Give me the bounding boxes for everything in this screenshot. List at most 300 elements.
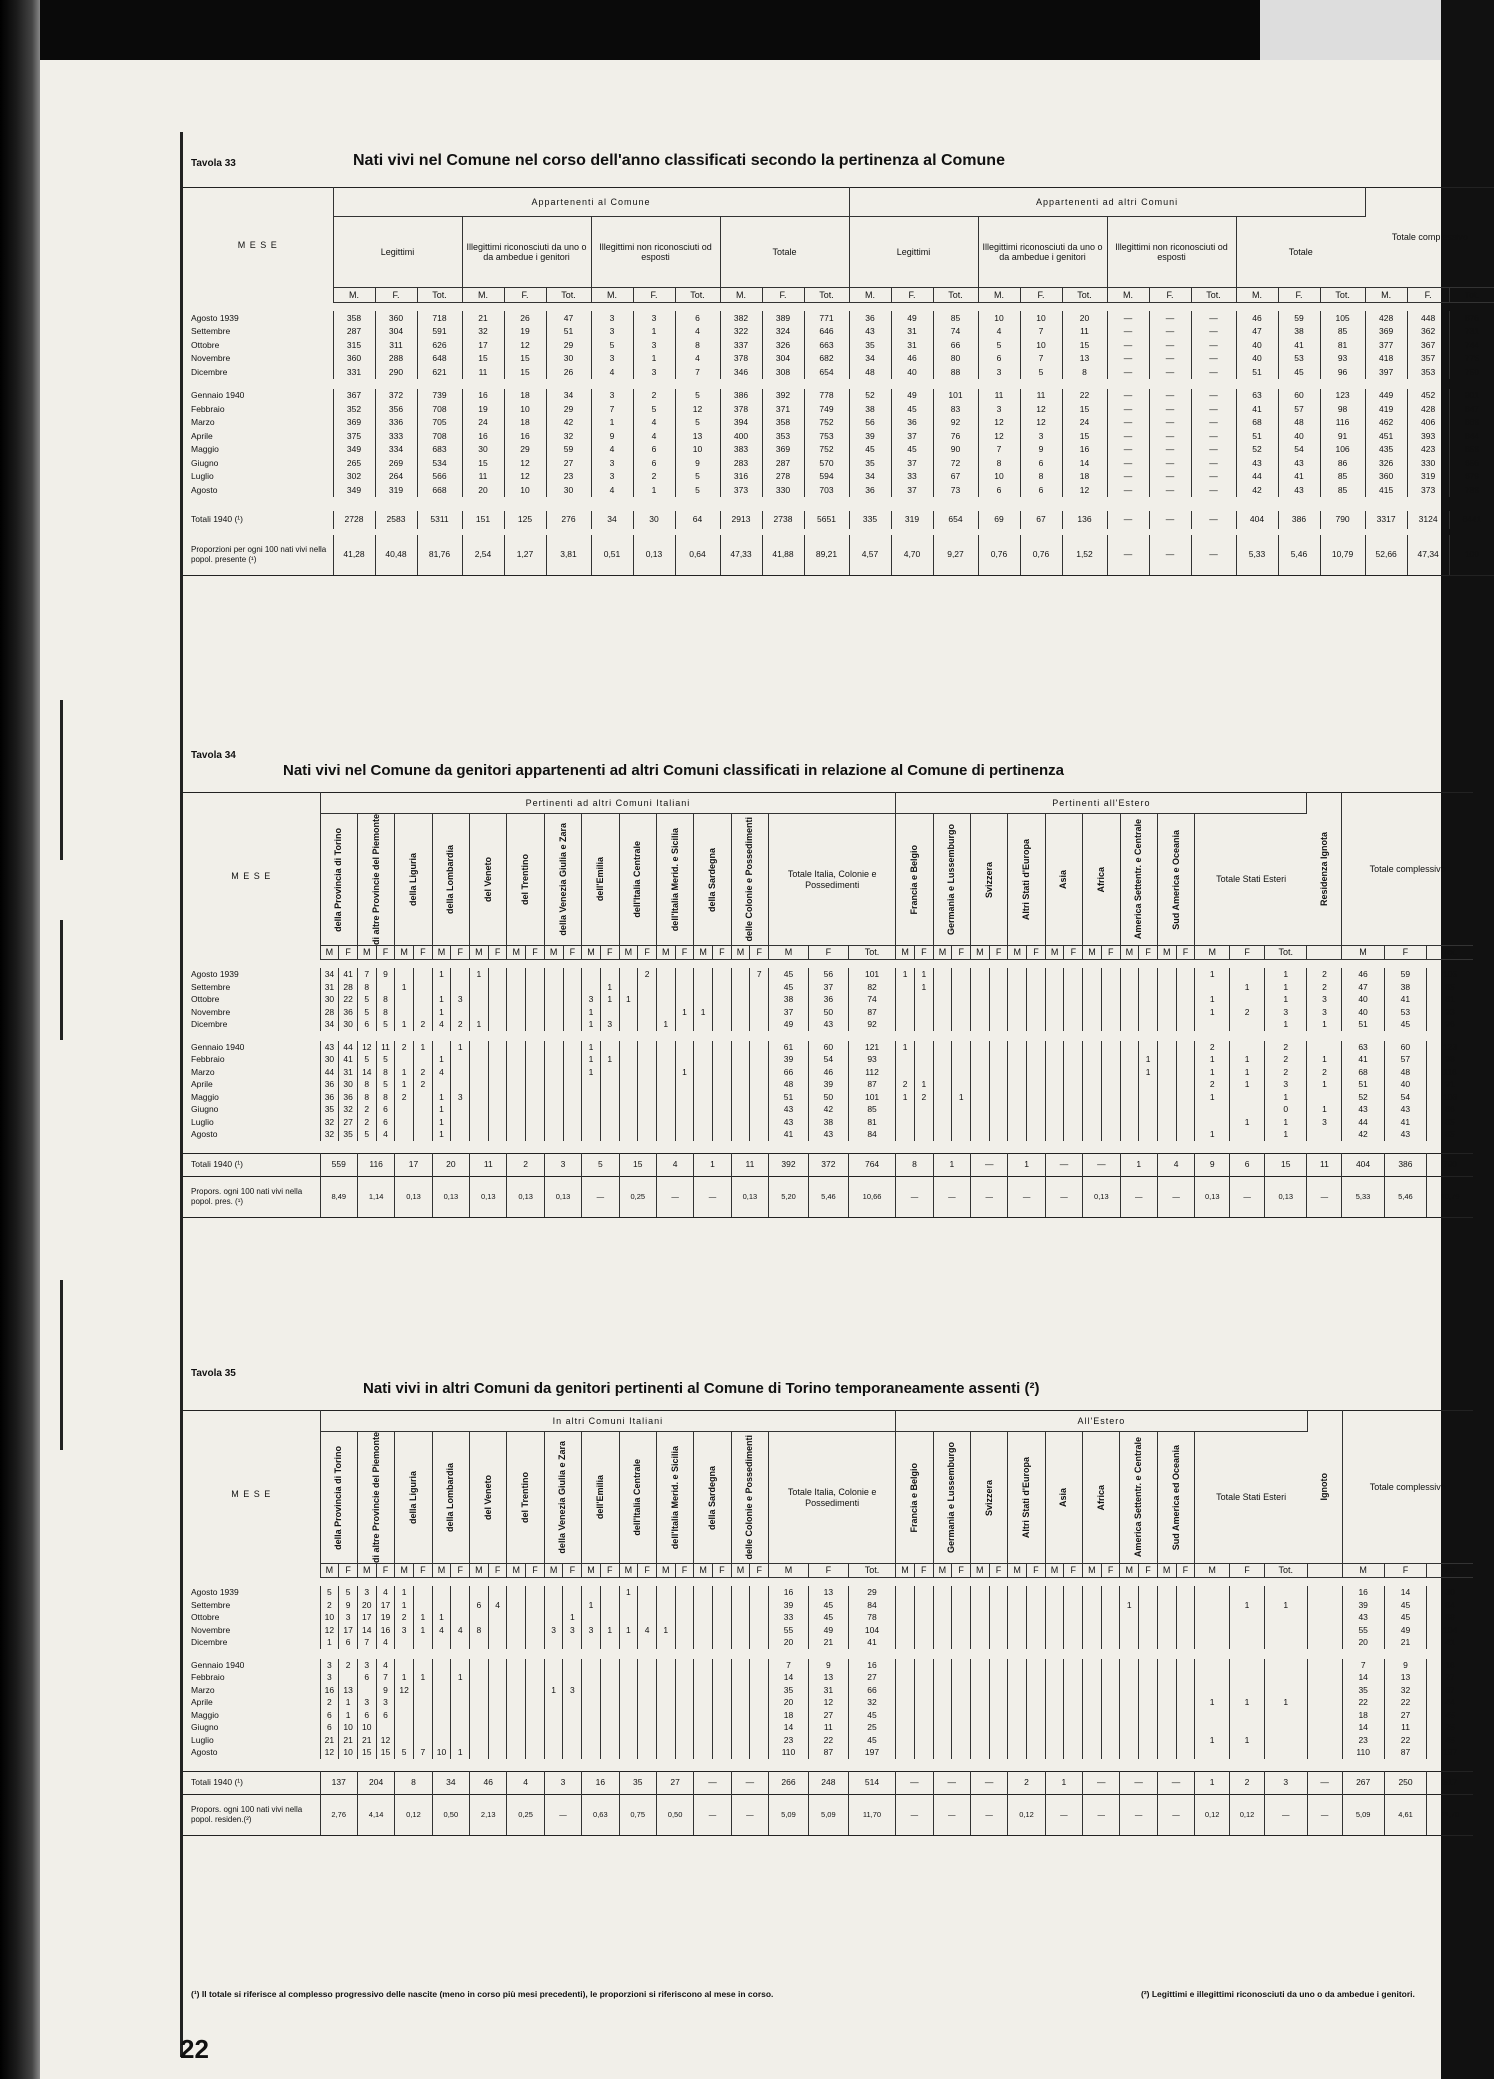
total-cell: 136 <box>1062 511 1107 529</box>
total-cell: 151 <box>462 511 504 529</box>
data-cell: 14 <box>1384 1586 1426 1599</box>
mft-header: M. <box>462 288 504 303</box>
table-row <box>183 981 1473 994</box>
data-cell: 12 <box>808 1696 848 1709</box>
mese-header: M E S E <box>183 793 320 960</box>
data-cell: 91 <box>1445 1079 1455 1090</box>
data-cell: 326 <box>762 338 804 352</box>
data-cell: 4 <box>432 1624 451 1637</box>
data-cell: 3 <box>582 1624 601 1637</box>
total-cell: 267 <box>1342 1771 1384 1794</box>
data-cell: 8 <box>376 993 395 1006</box>
data-cell <box>914 1624 933 1637</box>
data-cell: 392 <box>762 389 804 403</box>
region-column-header <box>507 1432 544 1564</box>
data-cell <box>451 1696 470 1709</box>
data-cell: 116 <box>1320 416 1365 430</box>
data-cell <box>896 1611 915 1624</box>
mft-header: M. <box>333 288 375 303</box>
data-cell <box>989 1006 1008 1019</box>
data-cell <box>750 1636 769 1649</box>
data-cell: 1 <box>914 981 933 994</box>
data-cell: — <box>1107 402 1149 416</box>
proportion-cell: — <box>1045 1176 1082 1217</box>
data-cell <box>1176 1624 1195 1637</box>
data-cell: 7 <box>591 402 633 416</box>
tot-header: Tot. <box>1265 946 1307 960</box>
data-cell: 8 <box>1020 470 1062 484</box>
data-cell <box>526 1066 545 1079</box>
country-column-header-text: Altri Stati d'Europa <box>1021 1456 1031 1539</box>
m-header: M <box>1120 1564 1139 1578</box>
data-cell: 1 <box>1195 1696 1230 1709</box>
data-cell <box>507 1066 526 1079</box>
data-cell: 32 <box>320 1128 339 1141</box>
data-cell <box>694 1709 713 1722</box>
data-cell <box>656 1128 675 1141</box>
data-cell: 40 <box>1384 1078 1426 1091</box>
data-cell: 85 <box>1320 483 1365 497</box>
data-cell <box>896 1746 915 1759</box>
proportion-cell: 89,21 <box>804 535 849 576</box>
table-row <box>183 993 1473 1006</box>
data-cell <box>914 1671 933 1684</box>
proportion-cell: 41,88 <box>762 535 804 576</box>
data-cell <box>914 1659 933 1672</box>
region-column-header <box>694 1432 731 1564</box>
data-cell <box>1064 1696 1083 1709</box>
data-cell <box>1264 1659 1307 1672</box>
data-cell <box>1008 1746 1027 1759</box>
data-cell: 52 <box>1236 443 1278 457</box>
data-cell <box>451 1709 470 1722</box>
m-header: M <box>731 946 750 960</box>
data-cell <box>600 1636 619 1649</box>
blank-header <box>1307 946 1342 960</box>
proportion-cell: 5,09 <box>808 1794 848 1835</box>
data-cell <box>933 981 952 994</box>
data-cell <box>731 968 750 981</box>
data-cell <box>1176 1684 1195 1697</box>
data-cell <box>582 968 601 981</box>
data-cell <box>731 1006 750 1019</box>
data-cell <box>638 1116 657 1129</box>
data-cell <box>619 1018 638 1031</box>
data-cell <box>1139 1684 1158 1697</box>
data-cell <box>600 1734 619 1747</box>
month-label: Luglio <box>183 1116 320 1129</box>
data-cell: 1 <box>470 1018 489 1031</box>
data-cell <box>712 1696 731 1709</box>
data-cell: 16 <box>769 1586 809 1599</box>
data-cell: 626 <box>417 338 462 352</box>
data-cell: 81 <box>1445 994 1455 1005</box>
data-cell <box>971 1053 990 1066</box>
data-cell <box>1008 968 1027 981</box>
data-cell <box>1083 1734 1102 1747</box>
data-cell <box>470 1671 489 1684</box>
data-cell: 30 <box>462 443 504 457</box>
data-cell: 93 <box>848 1053 895 1066</box>
data-cell <box>1064 1721 1083 1734</box>
data-cell: 9 <box>339 1599 358 1612</box>
f-header: F <box>526 946 545 960</box>
data-cell: 16 <box>376 1624 395 1637</box>
data-cell: 51 <box>1236 365 1278 379</box>
data-cell: 1 <box>1265 993 1307 1006</box>
m-header: M <box>656 946 675 960</box>
data-cell: 2 <box>1265 1053 1307 1066</box>
country-column-header <box>1045 814 1082 946</box>
data-cell: 22 <box>808 1734 848 1747</box>
data-cell: 45 <box>891 402 933 416</box>
data-cell: 1 <box>1230 1696 1265 1709</box>
data-cell: 6 <box>1020 456 1062 470</box>
data-cell: 101 <box>848 968 895 981</box>
data-cell: 30 <box>1445 1587 1455 1598</box>
data-cell <box>619 1611 638 1624</box>
data-cell: 74 <box>848 993 895 1006</box>
data-cell <box>1176 968 1195 981</box>
data-cell <box>544 1018 563 1031</box>
data-cell <box>914 1734 933 1747</box>
f-header: F <box>1027 1564 1046 1578</box>
data-cell: 5 <box>675 389 720 403</box>
data-cell <box>1157 981 1176 994</box>
data-cell: 373 <box>1407 483 1449 497</box>
table-row <box>183 1066 1473 1079</box>
blank-header <box>1307 1564 1342 1578</box>
data-cell <box>952 1709 971 1722</box>
data-cell: 3 <box>591 456 633 470</box>
data-cell: 3 <box>600 1018 619 1031</box>
proportion-cell: 0,13 <box>432 1176 469 1217</box>
proportion-cell: — <box>933 1176 970 1217</box>
spacer <box>183 1649 1473 1659</box>
m-header: M <box>1195 946 1230 960</box>
table-row <box>183 311 1494 325</box>
country-column-header-text: Francia e Belgio <box>908 1462 919 1533</box>
data-cell <box>1045 1709 1064 1722</box>
data-cell: 41 <box>1236 402 1278 416</box>
data-cell <box>1307 1636 1342 1649</box>
data-cell <box>619 1734 638 1747</box>
data-cell <box>1230 1684 1265 1697</box>
region-column-header-text: della Venezia Giulia e Zara <box>557 1441 568 1554</box>
data-cell: 1 <box>1265 1128 1307 1141</box>
data-cell <box>1120 1116 1139 1129</box>
f-header: F <box>1101 946 1120 960</box>
data-cell: 373 <box>720 483 762 497</box>
data-cell <box>731 1586 750 1599</box>
data-cell <box>750 1103 769 1116</box>
data-cell <box>1083 1684 1102 1697</box>
data-cell <box>989 1746 1008 1759</box>
data-cell <box>507 1746 526 1759</box>
data-cell: 428 <box>1365 311 1407 325</box>
data-cell <box>989 1091 1008 1104</box>
f-header: F <box>1064 1564 1083 1578</box>
data-cell <box>1230 993 1265 1006</box>
data-cell <box>1176 1746 1195 1759</box>
data-cell: 1 <box>432 993 451 1006</box>
f-header: F <box>675 946 694 960</box>
data-cell: 40 <box>1236 352 1278 366</box>
data-cell <box>1195 1671 1230 1684</box>
group-header-altri-comuni: Appartenenti ad altri Comuni <box>849 188 1365 217</box>
data-cell: 46 <box>1342 968 1384 981</box>
proportion-cell: 5,09 <box>769 1794 809 1835</box>
data-cell <box>488 1066 507 1079</box>
data-cell: — <box>1107 325 1149 339</box>
data-cell <box>1045 1018 1064 1031</box>
region-column-header <box>619 814 656 946</box>
data-cell: 35 <box>769 1684 809 1697</box>
data-cell <box>1176 1721 1195 1734</box>
data-cell: — <box>1107 470 1149 484</box>
data-cell: 43 <box>769 1103 809 1116</box>
data-cell <box>656 1636 675 1649</box>
month-label: Aprile <box>183 1696 320 1709</box>
data-cell <box>395 1659 414 1672</box>
data-cell: 49 <box>891 389 933 403</box>
data-cell <box>1027 1586 1046 1599</box>
data-cell: 744 <box>1464 339 1479 350</box>
mft-header: Tot. <box>417 288 462 303</box>
table-row <box>183 1746 1473 1759</box>
data-cell: — <box>1191 311 1236 325</box>
data-cell <box>896 1721 915 1734</box>
data-cell <box>563 1721 582 1734</box>
data-cell <box>952 1006 971 1019</box>
m-header: M <box>1157 946 1176 960</box>
month-label: Settembre <box>183 1599 320 1612</box>
data-cell <box>1230 1091 1265 1104</box>
data-cell: 1 <box>1265 981 1307 994</box>
data-cell: 26 <box>546 365 591 379</box>
m-header: M <box>1008 946 1027 960</box>
data-cell: 78 <box>848 1611 895 1624</box>
data-cell <box>488 968 507 981</box>
data-cell <box>694 1636 713 1649</box>
data-cell: 1 <box>1139 1066 1158 1079</box>
month-label: Ottobre <box>183 993 320 1006</box>
data-cell <box>526 993 545 1006</box>
total-cell: 46 <box>470 1771 507 1794</box>
data-cell <box>656 1659 675 1672</box>
data-cell <box>713 1091 732 1104</box>
data-cell <box>619 1599 638 1612</box>
data-cell: 1 <box>1230 1734 1265 1747</box>
data-cell <box>395 1103 414 1116</box>
data-cell <box>526 1103 545 1116</box>
data-cell <box>544 1671 563 1684</box>
mft-header: Tot. <box>1449 288 1494 303</box>
data-cell <box>1139 1586 1158 1599</box>
proportion-cell: — <box>896 1176 933 1217</box>
proportion-cell: — <box>971 1176 1008 1217</box>
data-cell: 753 <box>804 429 849 443</box>
data-cell <box>1157 1721 1176 1734</box>
total-cell: 125 <box>504 511 546 529</box>
data-cell <box>694 1103 713 1116</box>
data-cell <box>507 1636 526 1649</box>
data-cell: 2 <box>1265 1041 1307 1054</box>
data-cell <box>563 968 582 981</box>
total-cell: 16 <box>582 1771 619 1794</box>
total-cell: 764 <box>848 1153 895 1176</box>
data-cell <box>1139 1041 1158 1054</box>
data-cell <box>712 1734 731 1747</box>
data-cell <box>1230 1709 1265 1722</box>
data-cell: 112 <box>848 1066 895 1079</box>
proportion-cell: — <box>933 1794 970 1835</box>
data-cell <box>451 1659 470 1672</box>
f-header: F <box>1064 946 1083 960</box>
m-header: M <box>769 946 809 960</box>
f-header: F <box>1230 946 1265 960</box>
data-cell <box>1045 1091 1064 1104</box>
data-cell <box>1264 1586 1307 1599</box>
data-cell <box>1230 968 1265 981</box>
data-cell: 3 <box>1307 1006 1342 1019</box>
data-cell <box>989 968 1008 981</box>
data-cell: 1 <box>395 1599 414 1612</box>
mese-header: M E S E <box>183 188 333 303</box>
data-cell <box>1027 1006 1046 1019</box>
f-header: F <box>339 946 358 960</box>
data-cell: 1 <box>633 352 675 366</box>
data-cell: 1 <box>470 968 489 981</box>
data-cell: 6 <box>633 456 675 470</box>
data-cell: 4 <box>432 1066 451 1079</box>
data-cell: 3 <box>978 402 1020 416</box>
f-header: F <box>750 946 769 960</box>
data-cell: 30 <box>546 352 591 366</box>
data-cell <box>1195 1659 1230 1672</box>
data-cell <box>544 1734 563 1747</box>
mft-header: F. <box>504 288 546 303</box>
data-cell: 2 <box>914 1091 933 1104</box>
data-cell <box>1157 1041 1176 1054</box>
data-cell: 428 <box>1407 402 1449 416</box>
data-cell: 858 <box>1464 444 1479 454</box>
data-cell: 353 <box>1407 365 1449 379</box>
data-cell <box>731 1734 750 1747</box>
f-header: F <box>600 1564 619 1578</box>
data-cell <box>694 1746 713 1759</box>
f-header: F <box>750 1564 769 1578</box>
data-cell <box>1176 1611 1195 1624</box>
data-cell <box>1083 1018 1102 1031</box>
data-cell <box>544 1721 563 1734</box>
data-cell: 16 <box>1342 1586 1384 1599</box>
data-cell: 6 <box>339 1636 358 1649</box>
country-column-header-text: Africa <box>1095 866 1106 893</box>
data-cell: 304 <box>375 325 417 339</box>
data-cell: 10 <box>504 402 546 416</box>
proportion-cell: 9,27 <box>933 535 978 576</box>
data-cell <box>1195 1684 1230 1697</box>
data-cell: 2 <box>357 1116 376 1129</box>
data-cell: 3 <box>978 365 1020 379</box>
data-cell: 83 <box>933 402 978 416</box>
data-cell <box>1064 1659 1083 1672</box>
data-cell <box>619 1078 638 1091</box>
proportion-cell: 0,13 <box>1083 1176 1120 1217</box>
f-header: F <box>1139 1564 1158 1578</box>
data-cell: 31 <box>891 338 933 352</box>
data-cell <box>582 1128 601 1141</box>
data-cell <box>933 1746 952 1759</box>
data-cell: 37 <box>891 456 933 470</box>
data-cell <box>1064 968 1083 981</box>
data-cell: 4 <box>488 1599 507 1612</box>
data-cell <box>451 1599 470 1612</box>
table-row <box>183 416 1494 430</box>
data-cell <box>731 1671 750 1684</box>
region-column-header-text: della Sardegna <box>707 847 718 912</box>
data-cell: 54 <box>808 1053 848 1066</box>
month-label: Aprile <box>183 1078 320 1091</box>
data-cell <box>470 1586 489 1599</box>
data-cell <box>694 1018 713 1031</box>
data-cell <box>914 1721 933 1734</box>
data-cell: 34 <box>320 1018 339 1031</box>
data-cell: 1 <box>582 1066 601 1079</box>
data-cell <box>1230 1721 1265 1734</box>
data-cell: 54 <box>1384 1091 1426 1104</box>
data-cell: 336 <box>375 416 417 430</box>
data-cell <box>1176 1659 1195 1672</box>
data-cell <box>750 1091 769 1104</box>
mft-header: M. <box>1236 288 1278 303</box>
table-35-section <box>183 1364 1473 2044</box>
data-cell <box>675 1709 694 1722</box>
data-cell <box>989 1671 1008 1684</box>
data-cell: 52 <box>849 389 891 403</box>
data-cell: 32 <box>462 325 504 339</box>
data-cell: 12 <box>978 429 1020 443</box>
data-cell: 8 <box>470 1624 489 1637</box>
data-cell: 104 <box>848 1624 895 1637</box>
data-cell: 121 <box>848 1041 895 1054</box>
total-cell: 2 <box>507 1153 544 1176</box>
data-cell: 5 <box>376 1078 395 1091</box>
data-cell: 59 <box>546 443 591 457</box>
f-header: F <box>1101 1564 1120 1578</box>
data-cell: 35 <box>849 456 891 470</box>
data-cell: 6 <box>357 1709 376 1722</box>
data-cell: — <box>1191 443 1236 457</box>
data-cell <box>971 1116 990 1129</box>
data-cell: 47 <box>546 311 591 325</box>
total-cell: 3317 <box>1365 511 1407 529</box>
data-cell <box>933 1684 952 1697</box>
table-row <box>183 1721 1473 1734</box>
data-cell <box>432 1078 451 1091</box>
data-cell: 9 <box>376 968 395 981</box>
data-cell: 10 <box>339 1721 358 1734</box>
data-cell: 367 <box>1407 338 1449 352</box>
data-cell: 5 <box>357 993 376 1006</box>
data-cell: 35 <box>1342 1684 1384 1697</box>
data-cell <box>933 1078 952 1091</box>
data-cell <box>1139 1103 1158 1116</box>
data-cell: 1 <box>914 968 933 981</box>
data-cell: 1 <box>656 1018 675 1031</box>
data-cell <box>582 1696 601 1709</box>
